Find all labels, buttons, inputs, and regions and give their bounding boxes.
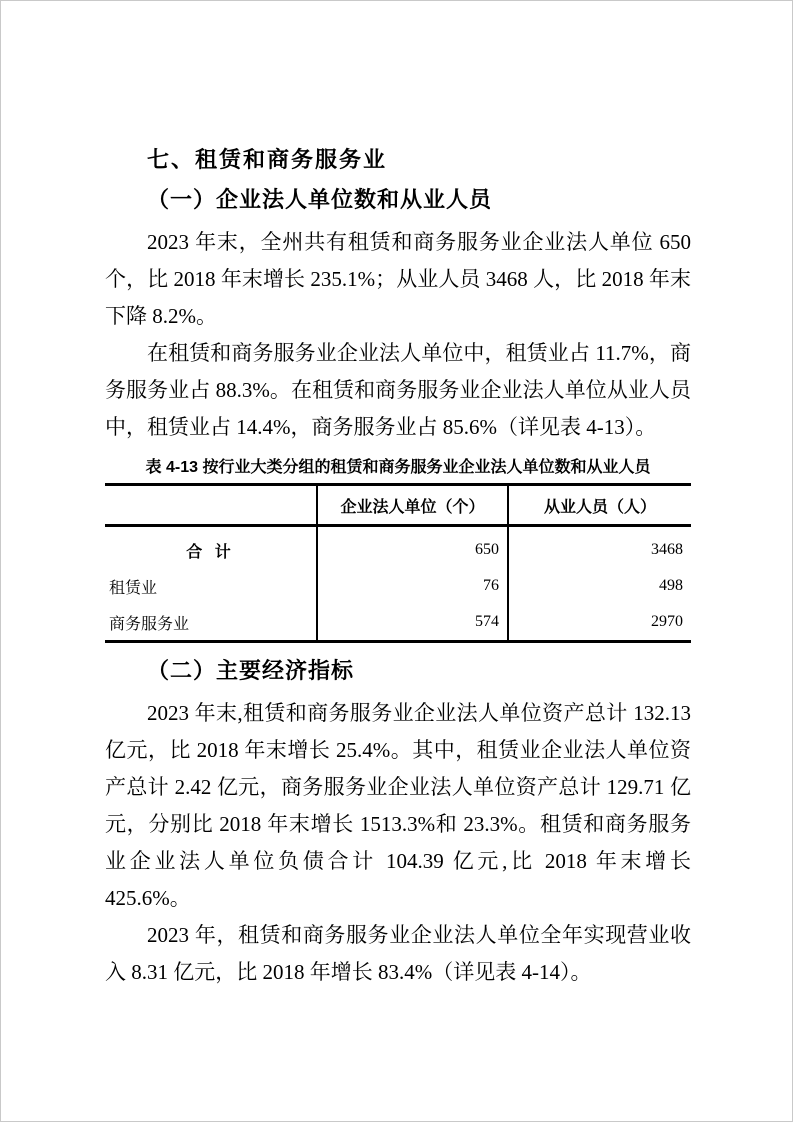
table-row-leasing <box>105 568 691 604</box>
total-employees-value: 3468 <box>508 526 691 569</box>
leasing-employees-value: 498 <box>508 568 691 604</box>
table-row-business-services <box>105 604 691 642</box>
header-cell-employees: 从业人员（人） <box>508 485 691 526</box>
row-label-business-services: 商务服务业 <box>109 615 190 633</box>
industry-stats-table <box>105 483 691 643</box>
subsection-1-paragraph-2: 在租赁和商务服务业企业法人单位中，租赁业占 11.7%，商务服务业占 88.3%。在租赁和商务服务业企业法人单位从业人员中，租赁业占 14.4%，商务服务业占 85.6%（详见表 4-13）。 <box>105 341 691 439</box>
business-services-employees-value: 2970 <box>508 604 691 642</box>
business-services-units-value: 574 <box>317 604 508 642</box>
subsection-2-heading: （二）主要经济指标 <box>147 658 355 683</box>
row-label-total: 合 计 <box>186 543 235 561</box>
subsection-1-heading: （一）企业法人单位数和从业人员 <box>147 187 493 212</box>
table-caption: 表 4-13 按行业大类分组的租赁和商务服务业企业法人单位数和从业人员 <box>145 459 651 476</box>
subsection-1-paragraph-1: 2023 年末，全州共有租赁和商务服务业企业法人单位 650 个，比 2018 年末增长 235.1%；从业人员 3468 人，比 2018 年末下降 8.2%。 <box>105 230 691 328</box>
header-cell-empty <box>105 485 317 526</box>
document-content <box>105 146 691 991</box>
section-title: 七、租赁和商务服务业 <box>147 147 388 172</box>
subsection-2-paragraph-2: 2023 年，租赁和商务服务业企业法人单位全年实现营业收入 8.31 亿元，比 2018 年增长 83.4%（详见表 4-14）。 <box>105 923 691 984</box>
row-label-leasing: 租赁业 <box>109 579 158 597</box>
header-cell-legal-units: 企业法人单位（个） <box>317 485 508 526</box>
leasing-units-value: 76 <box>317 568 508 604</box>
subsection-2-paragraph-1: 2023 年末,租赁和商务服务业企业法人单位资产总计 132.13 亿元，比 2018 年末增长 25.4%。其中，租赁业企业法人单位资产总计 2.42 亿元，商务服务业企业法人单位资产总计 129.71 亿元，分别比 2018 年末增长 1513.3%和 23.3%。租赁和商务服务业企业法人单位负债合计 104.39 亿元,比 2018 年末增长 425.6%。 <box>105 701 691 910</box>
table-header-row <box>105 485 691 526</box>
total-units-value: 650 <box>317 526 508 569</box>
table-row-total <box>105 526 691 569</box>
